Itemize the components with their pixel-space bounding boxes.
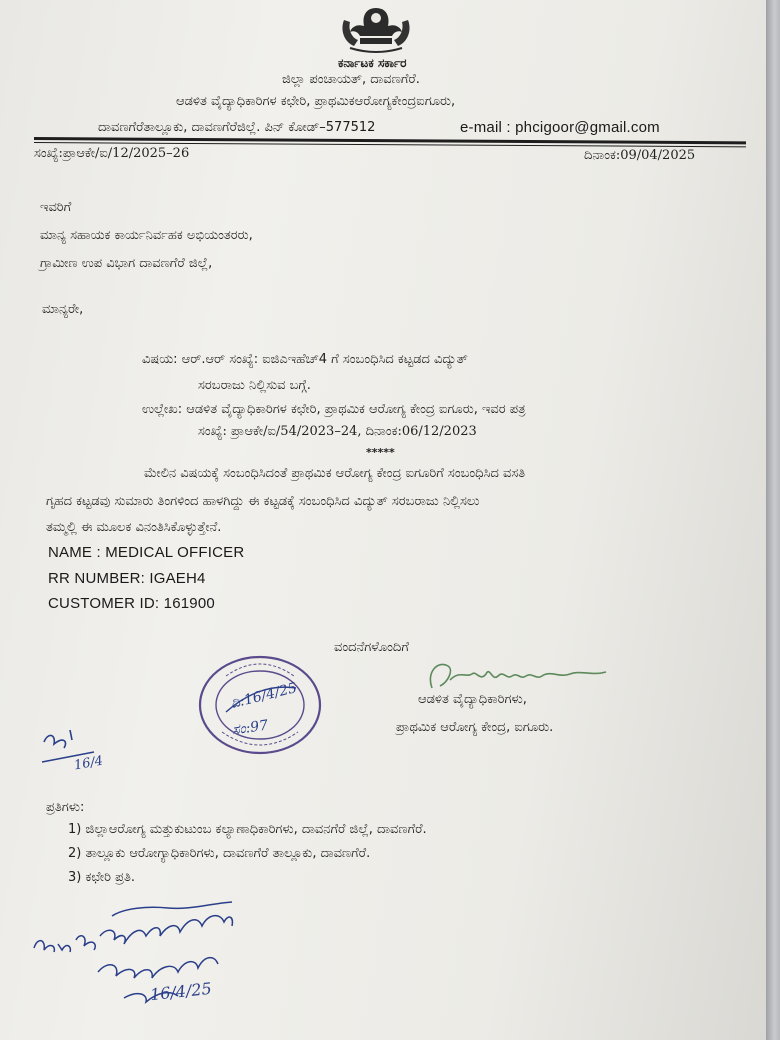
stamp-date: ದಿ:16/4/25 (229, 680, 299, 712)
body-line1: ಮೇಲಿನ ವಿಷಯಕ್ಕೆ ಸಂಬಂಧಿಸಿದಂತೆ ಪ್ರಾಥಮಿಕ ಆರೋಗ್ಯ ಕೇಂದ್ರ ಐಗೂರಿಗೆ ಸಂಬಂಧಿಸಿದ ವಸತಿ (144, 466, 526, 481)
detail-customer-id: CUSTOMER ID: 161900 (48, 595, 215, 612)
body-line3: ತಮ್ಮಲ್ಲಿ ಈ ಮೂಲಕ ವಿನಂತಿಸಿಕೊಳ್ಳುತ್ತೇನೆ. (46, 520, 222, 535)
header-govt: ಕರ್ನಾಟಕ ಸರ್ಕಾರ (338, 56, 407, 70)
letter-date: ದಿನಾಂಕ:09/04/2025 (584, 148, 696, 163)
reference-number: ಸಂಖ್ಯೆ:ಪ್ರಾಆಕೇ/ಐ/12/2025–26 (34, 146, 190, 161)
left-mark-date: 16/4 (72, 753, 105, 774)
subject-line1: ವಿಷಯ: ಆರ್.ಆರ್ ಸಂಖ್ಯೆ: ಐಜಿಎಇಹೆಚ್4 ಗೆ ಸಂಬಂಧಿಸಿದ ಕಟ್ಟಡದ ವಿದ್ಯುತ್ (142, 352, 468, 367)
copies-title: ಪ್ರತಿಗಳು: (46, 800, 85, 815)
detail-name: NAME : MEDICAL OFFICER (48, 544, 245, 561)
stamp-number: ಸಂ:97 (231, 717, 270, 739)
copy-item: 1) ಜಿಲ್ಲಾಆರೋಗ್ಯ ಮತ್ತುಕುಟುಂಬ ಕಲ್ಯಾಣಾಧಿಕಾರಿಗಳು, ದಾವನಗೆರೆ ಜಿಲ್ಲೆ, ದಾವಣಗೆರೆ. (68, 822, 427, 837)
recipient-to: ಇವರಿಗೆ (40, 200, 72, 215)
background-edge (766, 0, 780, 1040)
recipient-line2: ಗ್ರಾಮೀಣ ಉಪ ವಿಭಾಗ ದಾವಣಗೆರೆ ಜಿಲ್ಲೆ, (40, 256, 213, 271)
recipient-line1: ಮಾನ್ಯ ಸಹಾಯಕ ಕಾರ್ಯನಿರ್ವಹಕ ಅಭಿಯಂತರರು, (40, 228, 253, 243)
detail-rr-number: RR NUMBER: IGAEH4 (48, 570, 206, 587)
header-email: e-mail : phcigoor@gmail.com (460, 119, 660, 136)
government-emblem-icon (336, 2, 416, 54)
body-line2: ಗೃಹದ ಕಟ್ಟಡವು ಸುಮಾರು ತಿಂಗಳಿಂದ ಹಾಳಗಿದ್ದು ಈ ಕಟ್ಟಡಕ್ಕೆ ಸಂಬಂಧಿಸಿದ ವಿದ್ಯುತ್ ಸರಬರಾಜು ನಿಲ್ಲಿಸಲು (46, 494, 480, 509)
closing-regards: ವಂದನೆಗಳೊಂದಿಗೆ (334, 640, 409, 655)
reference-line1: ಉಲ್ಲೇಖ: ಆಡಳಿತ ವೈದ್ಯಾಧಿಕಾರಿಗಳ ಕಛೇರಿ, ಪ್ರಾಥಮಿಕ ಆರೋಗ್ಯ ಕೇಂದ್ರ ಐಗೂರು, ಇವರ ಪತ್ರ (142, 402, 526, 417)
closing-office: ಪ್ರಾಥಮಿಕ ಆರೋಗ್ಯ ಕೇಂದ್ರ, ಐಗೂರು. (396, 720, 554, 735)
subject-line2: ಸರಬರಾಜು ನಿಲ್ಲಿಸುವ ಬಗ್ಗೆ. (198, 378, 311, 393)
copy-item: 2) ತಾಲ್ಲೂಕು ಆರೋಗ್ಯಾಧಿಕಾರಿಗಳು, ದಾವಣಗೆರೆ ತಾಲ್ಲೂಕು, ದಾವಣಗೆರೆ. (68, 846, 371, 861)
bottom-note-date: 16/4/25 (149, 978, 213, 1005)
header-zilla-panchayat: ಜಿಲ್ಲಾ ಪಂಚಾಯತ್, ದಾವಣಗೆರೆ. (282, 72, 420, 87)
separator-stars: ***** (366, 446, 395, 459)
closing-designation: ಆಡಳಿತ ವೈದ್ಯಾಧಿಕಾರಿಗಳು, (418, 692, 527, 707)
copy-item: 3) ಕಛೇರಿ ಪ್ರತಿ. (68, 870, 136, 885)
reference-line2: ಸಂಖ್ಯೆ: ಪ್ರಾಆಕೇ/ಐ/54/2023–24, ದಿನಾಂಕ:06/12/2023 (198, 424, 477, 439)
handwritten-note-icon (28, 896, 258, 1016)
salutation: ಮಾನ್ಯರೇ, (42, 302, 84, 317)
header-address: ದಾವಣಗೆರೆತಾಲ್ಲೂಕು, ದಾವಣಗೆರೆಜಿಲ್ಲೆ. ಪಿನ್ ಕೋಡ್–577512 (98, 120, 376, 135)
header-office: ಆಡಳಿತ ವೈದ್ಯಾಧಿಕಾರಿಗಳ ಕಛೇರಿ, ಪ್ರಾಥಮಿಕಆರೋಗ್ಯಕೇಂದ್ರಐಗೂರು, (176, 94, 456, 109)
